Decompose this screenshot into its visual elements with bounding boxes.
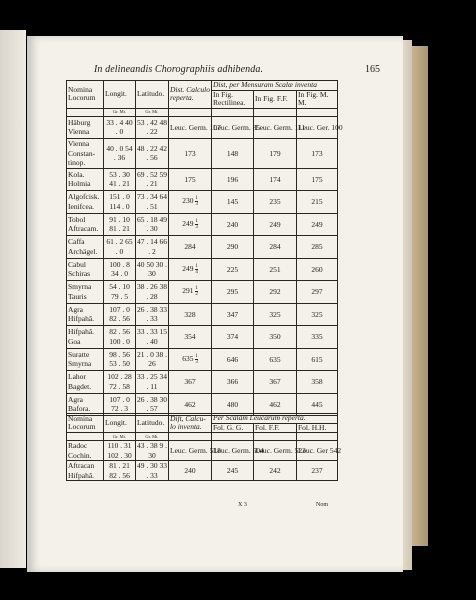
distance-fraction — [195, 264, 198, 275]
scale-distance-a: 225 — [212, 258, 254, 281]
scale-distance-a: 374 — [212, 326, 254, 349]
header-longitude: Longit. — [104, 414, 136, 433]
place-names: Smyrna Tauris — [67, 281, 104, 304]
units-blank — [297, 433, 338, 441]
fraction-numerator: 1 — [195, 286, 198, 292]
distance-value: 173 — [184, 148, 196, 158]
latitude-values: 73 . 34 64 . 51 — [136, 191, 169, 214]
scale-distance-c: 215 — [297, 191, 338, 214]
place-names: Häburg Vienna — [67, 116, 104, 139]
header-scale-group: Dist, per Mensuram Scalæ inventa — [212, 81, 338, 91]
units-blank — [212, 108, 254, 116]
longitude-values: 91 . 10 81 . 21 — [104, 213, 136, 236]
distance-calculated — [169, 303, 212, 326]
distance-value: 367 — [184, 377, 196, 386]
distance-calculated — [169, 326, 212, 349]
longitude-values: 110 . 31 102 . 30 — [104, 441, 136, 461]
scale-distance-c: 249 — [297, 213, 338, 236]
header-place: Nomina Locorum — [67, 414, 104, 433]
header-place: Nomina Locorum — [67, 81, 104, 109]
distance-calculated — [169, 281, 212, 304]
distance-value: 175 — [184, 174, 196, 184]
running-head: In delineandis Chorographiis adhibenda. — [94, 64, 264, 75]
latitude-values: 26 . 38 33 . 33 — [136, 303, 169, 326]
scale-distance-b: 174 — [254, 168, 297, 191]
units-blank — [67, 433, 104, 441]
scale-distance-b: 462 — [254, 393, 297, 416]
units-longitude: Gr. Mi. — [104, 433, 136, 441]
scale-distance-c: 285 — [297, 236, 338, 259]
distance-calculated — [169, 213, 212, 236]
header-fol-hh: Fol. H.H. — [297, 423, 338, 433]
place-names: Caffa Archägel. — [67, 236, 104, 259]
scale-distance-c: 237 — [297, 461, 338, 481]
longitude-values: 33 . 4 40 . 0 — [104, 116, 136, 139]
header-longitude: Longit. — [104, 81, 136, 109]
scale-distance-a: Leuc. Germ. 85 — [212, 116, 254, 139]
scale-distance-b: 367 — [254, 371, 297, 394]
distance-calculated — [169, 168, 212, 191]
distance-value: 635 — [182, 353, 194, 363]
latitude-values: 33 . 25 34 . 11 — [136, 371, 169, 394]
place-names: Vienna Constan-tinop. — [67, 139, 104, 169]
header-latitude: Latitudo. — [136, 81, 169, 109]
units-longitude: Gr. Mi. — [104, 108, 136, 116]
longitude-values: 100 . 8 34 . 0 — [104, 258, 136, 281]
longitude-values: 82 . 56 100 . 0 — [104, 326, 136, 349]
table-row — [67, 213, 338, 236]
scale-distance-b: 249 — [254, 213, 297, 236]
distance-table-main — [66, 80, 343, 416]
header-fig-mm: In Fig. M. M. — [297, 90, 338, 108]
distance-calculated — [169, 258, 212, 281]
table-row — [67, 139, 338, 169]
place-names: Lahor Bagdet. — [67, 371, 104, 394]
scale-distance-c: Leuc. Ger 542 — [297, 441, 338, 461]
table-row — [67, 461, 338, 481]
distance-value: 284 — [184, 242, 196, 251]
units-blank — [169, 433, 212, 441]
latitude-values: 47 . 14 66 . 2 — [136, 236, 169, 259]
signature-mark: X 3 — [238, 502, 247, 508]
scale-distance-a: 290 — [212, 236, 254, 259]
units-blank — [169, 108, 212, 116]
scale-distance-a: 196 — [212, 168, 254, 191]
distance-value: Leuc. Germ. 107 — [170, 122, 221, 132]
scale-distance-b: 325 — [254, 303, 297, 326]
header-fig-ff: In Fig. F.F. — [254, 90, 297, 108]
scale-distance-c: 445 — [297, 393, 338, 416]
table-row — [67, 371, 338, 394]
longitude-values: 151 . 0 114 . 0 — [104, 191, 136, 214]
scale-distance-b: 635 — [254, 348, 297, 371]
distance-calculated — [169, 191, 212, 214]
longitude-values: 98 . 56 53 . 50 — [104, 348, 136, 371]
scale-distance-c: 325 — [297, 303, 338, 326]
distance-calculated — [169, 116, 221, 139]
place-names: Agra Hifpahâ. — [67, 303, 104, 326]
scale-distance-c: Leuc. Ger. 100 — [297, 116, 338, 139]
latitude-values: 69 . 52 59 . 21 — [136, 168, 169, 191]
table-row — [67, 236, 338, 259]
facing-page-edge — [0, 30, 26, 568]
distance-value: 462 — [184, 399, 196, 409]
scale-distance-c: 175 — [297, 168, 338, 191]
fraction-numerator: 1 — [195, 353, 198, 359]
latitude-values: 65 . 18 49 . 30 — [136, 213, 169, 236]
longitude-values: 81 . 21 82 . 56 — [104, 461, 136, 481]
longitude-values: 53 . 30 41 . 21 — [104, 168, 136, 191]
longitude-values: 61 . 2 65 . 0 — [104, 236, 136, 259]
table-row — [67, 191, 338, 214]
table-row — [67, 258, 338, 281]
distance-fraction — [195, 354, 198, 365]
longitude-values: 40 . 0 54 . 36 — [104, 139, 136, 169]
header-latitude: Latitudo. — [136, 414, 169, 433]
catchword: Nom — [316, 502, 328, 508]
fraction-denominator: 4 — [195, 269, 198, 275]
distance-calculated — [169, 348, 212, 371]
distance-table-supplement — [66, 413, 342, 481]
distance-fraction — [195, 219, 198, 230]
place-names: Tobol Aftracam. — [67, 213, 104, 236]
latitude-values: 26 . 38 30 . 57 — [136, 393, 169, 416]
scale-distance-a: 245 — [212, 461, 254, 481]
header-fol-ff: Fol. F.F. — [254, 423, 297, 433]
distance-calculated — [169, 139, 212, 169]
scale-distance-b: 284 — [254, 236, 297, 259]
fraction-denominator: 3 — [195, 359, 198, 365]
distance-value: 230 — [182, 196, 194, 206]
scale-distance-b: 251 — [254, 258, 297, 281]
latitude-values: 40 50 30 . 30 — [136, 258, 169, 281]
distance-calculated — [169, 371, 212, 394]
table-row — [67, 441, 338, 461]
table-row — [67, 168, 338, 191]
scale-distance-b: Leuc. Germ. 523 — [254, 441, 297, 461]
distance-value: 291 — [182, 286, 194, 296]
longitude-values: 102 . 28 72 . 58 — [104, 371, 136, 394]
distance-value: 328 — [184, 309, 196, 319]
distance-fraction — [195, 286, 198, 297]
fraction-numerator: 1 — [195, 196, 198, 202]
table-row — [67, 326, 338, 349]
longitude-values: 54 . 10 79 . 5 — [104, 281, 136, 304]
distance-calculated — [169, 236, 212, 259]
place-names: Kola. Holmia — [67, 168, 104, 191]
header-distance-calculated: Dist. Calculo reperta. — [169, 81, 212, 109]
units-latitude: Gr. Mi. — [136, 433, 169, 441]
distance-calculated — [169, 461, 212, 481]
scale-distance-b: 235 — [254, 191, 297, 214]
place-names: Suratte Smyrna — [67, 348, 104, 371]
distance-value: 249 — [182, 218, 194, 228]
latitude-values: 48 . 22 42 . 56 — [136, 139, 169, 169]
units-blank — [67, 108, 104, 116]
latitude-values: 38 . 26 38 . 28 — [136, 281, 169, 304]
place-names: Agra Bafora. — [67, 393, 104, 416]
scale-distance-b: Leuc. Germ. 111 — [254, 116, 297, 139]
table-row — [67, 281, 338, 304]
fraction-numerator: 1 — [195, 263, 198, 269]
scale-distance-a: 295 — [212, 281, 254, 304]
scale-distance-c: 260 — [297, 258, 338, 281]
scale-distance-b: 292 — [254, 281, 297, 304]
place-names: Hifpahâ. Goa — [67, 326, 104, 349]
scale-distance-b: 350 — [254, 326, 297, 349]
distance-value: 354 — [184, 332, 196, 341]
longitude-values: 107 . 0 82 . 56 — [104, 303, 136, 326]
place-names: Aftracan Hifpahâ. — [67, 461, 104, 481]
units-blank — [212, 433, 254, 441]
place-names: Radoc Cochin. — [67, 441, 104, 461]
units-row — [67, 433, 338, 441]
latitude-values: 53 . 42 48 . 22 — [136, 116, 169, 139]
distance-value: Leuc. Germ. 518 — [170, 445, 221, 455]
distance-fraction — [195, 196, 198, 207]
units-blank — [254, 433, 297, 441]
latitude-values: 49 . 30 33 . 33 — [137, 461, 167, 480]
distance-calculated — [169, 441, 221, 461]
scale-distance-c: 358 — [297, 371, 338, 394]
fraction-denominator: 3 — [195, 224, 198, 230]
header-fig-rectilinea: In Fig. Rectilinea. — [212, 90, 254, 108]
table-row — [67, 116, 338, 139]
scale-distance-c: 335 — [297, 326, 338, 349]
scale-distance-a: 347 — [212, 303, 254, 326]
fraction-denominator: 2 — [195, 292, 198, 298]
fraction-denominator: 3 — [195, 202, 198, 208]
table-row — [67, 303, 338, 326]
page-number: 165 — [365, 64, 380, 75]
fraction-numerator: 1 — [195, 218, 198, 224]
scale-distance-c: 173 — [297, 139, 338, 169]
scale-distance-c: 615 — [297, 348, 338, 371]
header-distance-calculated: Dift, Calcu-lo inventa. — [169, 414, 212, 433]
units-blank — [254, 108, 297, 116]
scale-distance-b: 242 — [254, 461, 297, 481]
header-scale-group: Per Scalam Leucarum reperta. — [212, 414, 338, 424]
latitude-values: 33 . 33 15 . 40 — [136, 326, 169, 349]
distance-value: 240 — [184, 465, 196, 475]
units-row — [67, 108, 338, 116]
place-names: Algofcisk. Ienifcea. — [67, 191, 104, 214]
latitude-values: 21 . 0 38 . 26 — [136, 348, 169, 371]
scale-distance-c: 297 — [297, 281, 338, 304]
latitude-values: 43 . 38 9 . 30 — [137, 441, 167, 460]
scale-distance-a: 366 — [212, 371, 254, 394]
units-latitude: Gr. Mi. — [136, 108, 169, 116]
scale-distance-a: 145 — [212, 191, 254, 214]
table-row — [67, 348, 338, 371]
book-fore-edge — [410, 46, 428, 546]
longitude-values: 107 . 0 72 . 3 — [104, 393, 136, 416]
header-fol-gg: Fol. G. G. — [212, 423, 254, 433]
scale-distance-b: 179 — [254, 139, 297, 169]
scale-distance-a: 646 — [212, 348, 254, 371]
distance-value: 249 — [182, 263, 194, 273]
scale-distance-a: 480 — [212, 393, 254, 416]
place-names: Cabul Schiras — [67, 258, 104, 281]
units-blank — [297, 108, 338, 116]
scale-distance-a: 148 — [212, 139, 254, 169]
scale-distance-a: Leuc. Germ. 504 — [212, 441, 254, 461]
scale-distance-a: 240 — [212, 213, 254, 236]
